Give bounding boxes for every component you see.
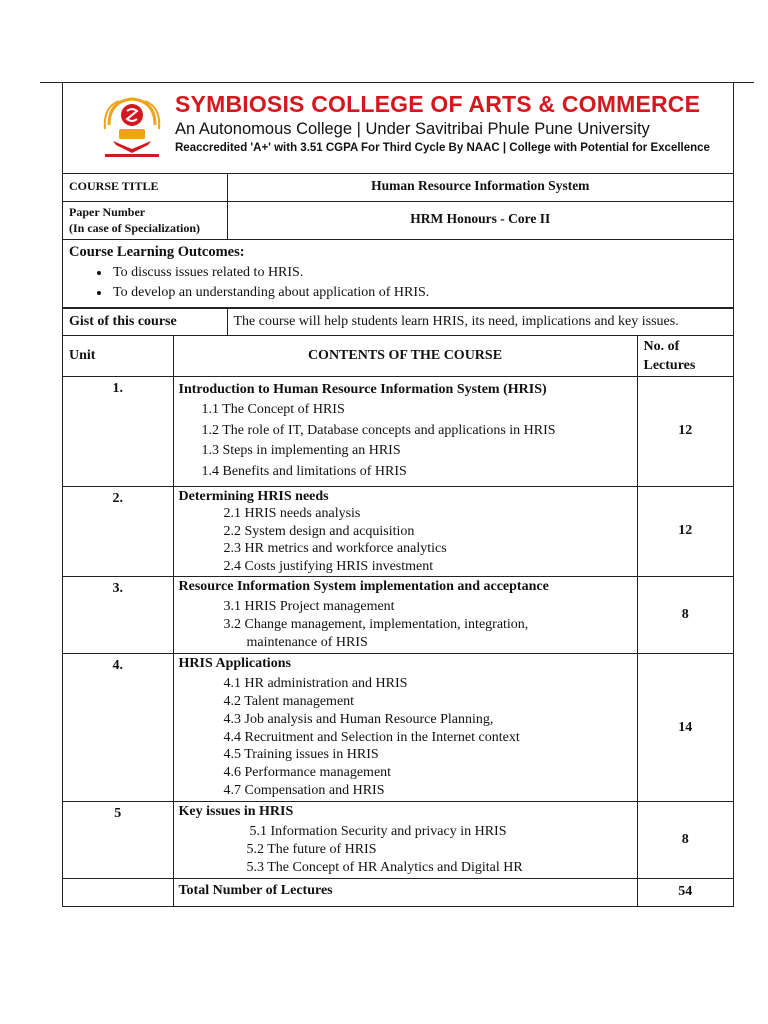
unit-number: 5 [63, 801, 173, 878]
contents-header-row [63, 336, 733, 377]
course-info-table [63, 174, 733, 308]
unit-title: Introduction to Human Resource Information System (HRIS) [178, 381, 547, 397]
unit-topic: 3.1 HRIS Project management [223, 599, 395, 615]
symbiosis-logo-icon [99, 93, 165, 159]
unit-topic: 1.4 Benefits and limitations of HRIS [201, 463, 407, 479]
syllabus-document [62, 82, 734, 907]
paper-number-label [63, 201, 227, 239]
unit-topic: 1.1 The Concept of HRIS [201, 402, 345, 417]
unit-title: Resource Information System implementation and acceptance [178, 579, 549, 595]
unit-topic: 4.3 Job analysis and Human Resource Planning, [223, 711, 494, 727]
unit-title: HRIS Applications [178, 656, 291, 672]
unit-topic: 2.3 HR metrics and workforce analytics [223, 541, 447, 557]
unit-lectures: 14 [637, 654, 733, 801]
unit-contents [173, 376, 637, 486]
gist-table [63, 308, 733, 336]
unit-lectures: 12 [637, 376, 733, 486]
paper-number-row [63, 201, 733, 239]
unit-number: 3. [63, 577, 173, 654]
contents-header: CONTENTS OF THE COURSE [173, 336, 637, 377]
unit-topic: 4.2 Talent management [223, 694, 355, 710]
lectures-header [637, 336, 733, 377]
unit-row-2 [63, 486, 733, 577]
unit-topic: 5.2 The future of HRIS [246, 841, 377, 857]
unit-row-5 [63, 801, 733, 878]
course-title-value: Human Resource Information System [227, 174, 733, 201]
unit-topic: 4.5 Training issues in HRIS [223, 747, 379, 763]
learning-outcome-item: • To discuss issues related to HRIS. [111, 263, 727, 283]
unit-topic: 1.2 The role of IT, Database concepts and applications in HRIS [201, 422, 556, 438]
college-subtitle: An Autonomous College | Under Savitribai Phule Pune University [175, 120, 650, 138]
lectures-header-line2: Lectures [643, 357, 696, 373]
learning-outcomes-row [63, 239, 733, 307]
learning-outcomes [63, 239, 733, 307]
total-empty-cell [63, 878, 173, 906]
unit-topic: maintenance of HRIS [246, 635, 368, 651]
unit-topic: 4.7 Compensation and HRIS [223, 783, 385, 799]
unit-topic: 5.1 Information Security and privacy in HRIS [249, 823, 507, 839]
unit-topic: 4.4 Recruitment and Selection in the Internet context [223, 729, 520, 745]
college-header [63, 83, 733, 174]
unit-lectures: 12 [637, 486, 733, 577]
unit-lectures: 8 [637, 577, 733, 654]
paper-number-label-line2: (In case of Specialization) [69, 220, 200, 235]
unit-row-4 [63, 654, 733, 801]
total-value: 54 [637, 878, 733, 906]
total-label: Total Number of Lectures [173, 878, 637, 906]
unit-contents [173, 577, 637, 654]
unit-topic: 5.3 The Concept of HR Analytics and Digital HR [246, 859, 523, 875]
unit-header: Unit [63, 336, 173, 377]
unit-row-3 [63, 577, 733, 654]
unit-topic: 2.4 Costs justifying HRIS investment [223, 558, 434, 574]
unit-topic: 3.2 Change management, implementation, integration, [223, 617, 529, 633]
paper-number-value: HRM Honours - Core II [227, 201, 733, 239]
gist-label: Gist of this course [63, 308, 227, 335]
course-contents-table [63, 336, 733, 907]
unit-number: 2. [63, 486, 173, 577]
unit-lectures: 8 [637, 801, 733, 878]
college-name: SYMBIOSIS COLLEGE OF ARTS & COMMERCE [175, 91, 701, 117]
unit-number: 1. [63, 376, 173, 486]
unit-topic: 1.3 Steps in implementing an HRIS [201, 443, 401, 458]
college-accreditation: Reaccredited 'A+' with 3.51 CGPA For Third Cycle By NAAC | College with Potential for Excellence [175, 142, 710, 154]
lectures-header-line1: No. of [643, 338, 680, 354]
unit-topic: 4.6 Performance management [223, 765, 392, 781]
unit-topic: 2.1 HRIS needs analysis [223, 506, 361, 522]
gist-text: The course will help students learn HRIS, its need, implications and key issues. [227, 308, 733, 335]
gist-row [63, 308, 733, 335]
unit-title: Determining HRIS needs [178, 488, 329, 504]
college-branding [175, 91, 710, 156]
unit-title: Key issues in HRIS [178, 803, 294, 819]
paper-number-label-line1: Paper Number [69, 204, 146, 219]
unit-contents [173, 654, 637, 801]
course-title-label: COURSE TITLE [63, 174, 227, 201]
course-title-row [63, 174, 733, 201]
unit-topic: 4.1 HR administration and HRIS [223, 676, 408, 692]
unit-contents [173, 801, 637, 878]
unit-contents [173, 486, 637, 577]
unit-row-1 [63, 376, 733, 486]
unit-number: 4. [63, 654, 173, 801]
learning-outcomes-list [69, 263, 727, 303]
learning-outcomes-title: Course Learning Outcomes: [69, 243, 245, 260]
learning-outcome-item: • To develop an understanding about application of HRIS. [111, 283, 727, 303]
total-row [63, 878, 733, 906]
unit-topic: 2.2 System design and acquisition [223, 523, 415, 539]
